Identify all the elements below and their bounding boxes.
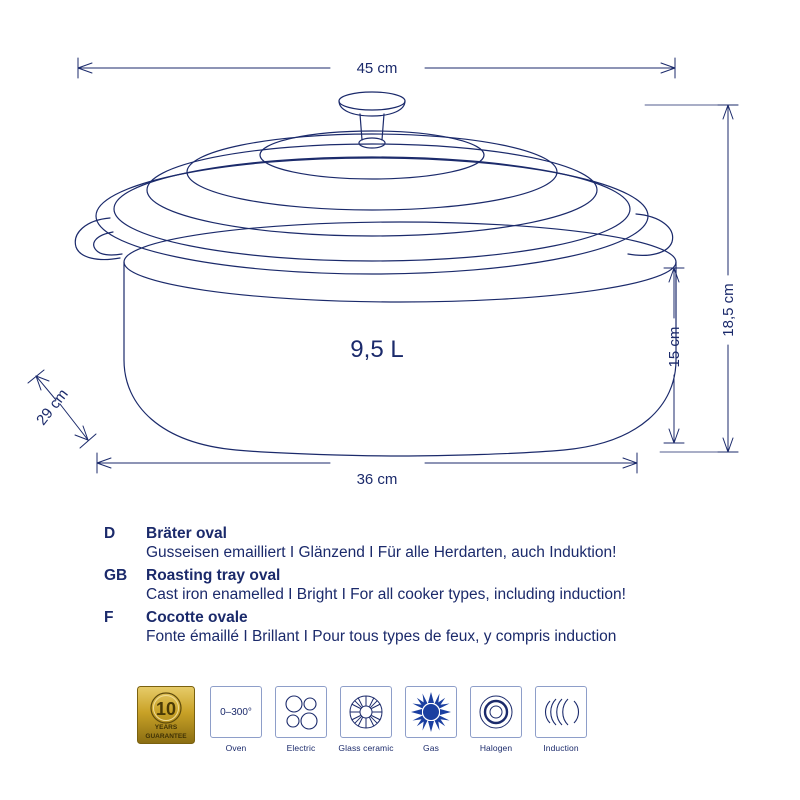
icon-cell-electric	[273, 686, 329, 753]
product-title-gb: Roasting tray oval	[146, 567, 281, 584]
icon-caption-induction: Induction	[543, 743, 579, 753]
language-code-gb: GB	[104, 567, 128, 584]
dimension-total-height	[645, 105, 738, 452]
label-depth: 29 cm	[33, 385, 72, 429]
description-row-fr	[104, 608, 764, 649]
description-texts-fr	[146, 608, 764, 649]
label-volume: 9,5 L	[350, 336, 404, 363]
language-code-de: D	[104, 525, 116, 542]
icon-cell-induction	[533, 686, 589, 753]
pot-lid	[96, 131, 648, 274]
label-inner-height: 15 cm	[666, 326, 683, 368]
product-subtitle-fr: Fonte émaillé I Brillant I Pour tous types de feux, y compris induction	[146, 628, 617, 645]
description-row-gb	[104, 566, 764, 607]
product-subtitle-de: Gusseisen emailliert I Glänzend I Für alle Herdarten, auch Induktion!	[146, 544, 617, 561]
description-texts-de	[146, 524, 764, 565]
pot-handle-right	[628, 214, 673, 255]
icon-cell-oven	[208, 686, 264, 753]
description-texts-gb	[146, 566, 764, 607]
language-code-fr: F	[104, 609, 114, 626]
icon-caption-halogen: Halogen	[479, 743, 513, 753]
guarantee-number: 10	[155, 699, 177, 719]
halogen-icon	[470, 686, 522, 738]
lid-knob	[339, 92, 405, 148]
label-top-width: 45 cm	[356, 60, 398, 77]
icon-cell-halogen	[468, 686, 524, 753]
gas-icon	[405, 686, 457, 738]
description-row-de	[104, 524, 764, 565]
icon-caption-gas: Gas	[423, 743, 439, 753]
description-block	[104, 524, 764, 650]
icon-caption-glass-ceramic: Glass ceramic	[338, 743, 394, 753]
electric-icon	[275, 686, 327, 738]
icon-cell-gas	[403, 686, 459, 753]
guarantee-text: GUARANTEE	[145, 733, 187, 740]
oven-temperature-text: 0–300°	[220, 707, 252, 718]
icon-caption-oven: Oven	[225, 743, 247, 753]
label-bottom-width: 36 cm	[356, 471, 398, 488]
label-total-height: 18,5 cm	[720, 283, 737, 337]
oven-icon	[210, 686, 262, 738]
product-title-de: Bräter oval	[146, 525, 227, 542]
guarantee-years: YEARS	[154, 724, 178, 731]
pot-inner-contours	[630, 262, 648, 272]
glass-ceramic-icon	[340, 686, 392, 738]
icon-caption-electric: Electric	[286, 743, 316, 753]
guarantee-badge	[137, 686, 195, 744]
icon-cell-glass-ceramic	[338, 686, 394, 753]
compatibility-icon-strip	[137, 686, 589, 753]
product-subtitle-gb: Cast iron enamelled I Bright I For all cooker types, including induction!	[146, 586, 626, 603]
induction-icon	[535, 686, 587, 738]
dimension-depth	[28, 370, 96, 448]
product-title-fr: Cocotte ovale	[146, 609, 248, 626]
